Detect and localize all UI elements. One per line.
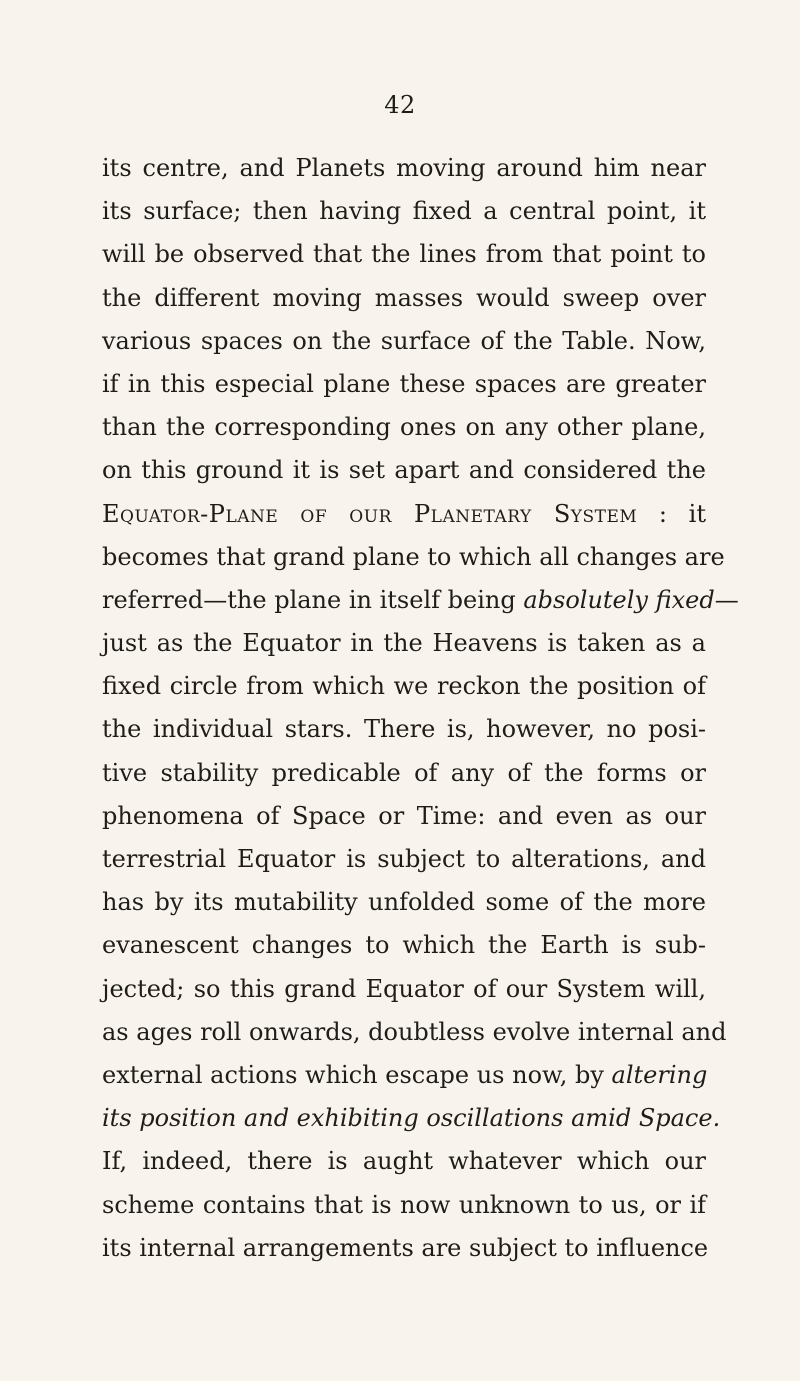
- text-line: will be observed that the lines from that point to: [102, 240, 706, 269]
- line-start: referred—the plane in itself being: [102, 585, 524, 614]
- text-line: than the corresponding ones on any other plane,: [102, 413, 706, 442]
- text-line: tive stability predicable of any of the forms or: [102, 758, 706, 787]
- text-line: fixed circle from which we reckon the position of: [102, 672, 706, 701]
- line-start: external actions which escape us now, by: [102, 1060, 612, 1089]
- text-line: terrestrial Equator is subject to alterations, and: [102, 845, 706, 873]
- text-line: If, indeed, there is aught whatever which our: [102, 1147, 706, 1176]
- text-line: the individual stars. There is, however, no posi-: [102, 715, 706, 744]
- text-line-italic: [102, 579, 739, 622]
- line-end: —: [714, 585, 739, 614]
- text-line: its centre, and Planets moving around him near: [102, 154, 706, 182]
- page-number: 42: [384, 91, 416, 119]
- text-line: the different moving masses would sweep over: [102, 283, 706, 312]
- text-line: scheme contains that is now unknown to us, or if: [102, 1190, 706, 1219]
- equator-plane-term: Equator-Plane of our Planetary System: [102, 499, 638, 528]
- text-line: if in this especial plane these spaces are greater: [102, 369, 706, 398]
- text-line: becomes that grand plane to which all changes are: [102, 542, 725, 571]
- body-text: [102, 147, 739, 1270]
- text-line-italic-full: its position and exhibiting oscillations amid Space.: [102, 1104, 721, 1133]
- text-line: has by its mutability unfolded some of the more: [102, 888, 706, 917]
- text-line: its internal arrangements are subject to influence: [102, 1233, 709, 1262]
- text-line: phenomena of Space or Time: and even as our: [102, 801, 706, 830]
- line-tail: : it: [637, 499, 706, 528]
- text-line: evanescent changes to which the Earth is sub-: [102, 931, 706, 960]
- text-line: various spaces on the surface of the Table. Now,: [102, 326, 706, 355]
- text-line: just as the Equator in the Heavens is taken as a: [102, 629, 706, 658]
- text-line-heading: [102, 493, 706, 536]
- text-line: its surface; then having fixed a central point, it: [102, 197, 706, 226]
- text-line: on this ground it is set apart and considered the: [102, 456, 706, 485]
- text-line: jected; so this grand Equator of our System will,: [102, 974, 706, 1003]
- italic-phrase: absolutely fixed: [523, 585, 715, 614]
- italic-phrase: altering: [611, 1060, 708, 1089]
- text-line: as ages roll onwards, doubtless evolve internal and: [102, 1017, 727, 1046]
- text-line-italic: [102, 1054, 706, 1097]
